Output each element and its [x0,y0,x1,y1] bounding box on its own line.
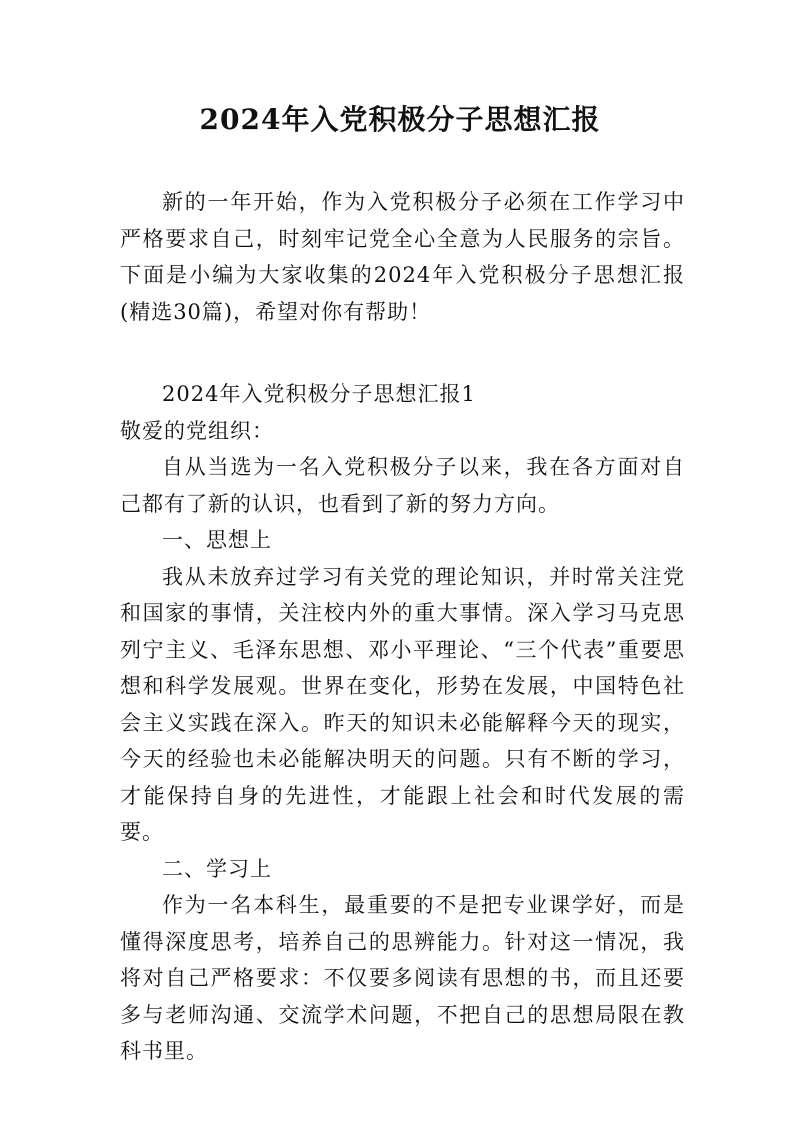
paragraph-3: 作为一名本科生，最重要的不是把专业课学好，而是懂得深度思考，培养自己的思辨能力。针对这一情况，我将对自己严格要求：不仅要多阅读有思想的书，而且还要多与老师沟通、交流学术问题，不把自己的思想局限在教科书里。 [120,893,685,1063]
intro-block [120,184,685,330]
salutation: 敬爱的党组织： [120,418,274,443]
report-section [120,376,685,1070]
report-heading: 2024年入党积极分子思想汇报1 [162,382,476,406]
paragraph-2: 我从未放弃过学习有关党的理论知识，并时常关注党和国家的事情，关注校内外的重大事情。深入学习马克思列宁主义、毛泽东思想、邓小平理论、“三个代表”重要思想和科学发展观。世界在变化，形势在发展，中国特色社会主义实践在深入。昨天的知识未必能解释今天的现实，今天的经验也未必能解决明天的问题。只有不断的学习，才能保持自身的先进性，才能跟上社会和时代发展的需要。 [120,564,685,844]
section-heading-1: 一、思想上 [162,528,272,552]
section-heading-2: 二、学习上 [162,856,272,881]
paragraph-1: 自从当选为一名入党积极分子以来，我在各方面对自己都有了新的认识，也看到了新的努力方向。 [120,455,685,516]
intro-paragraph: 新的一年开始，作为入党积极分子必须在工作学习中严格要求自己，时刻牢记党全心全意为人民服务的宗旨。下面是小编为大家收集的2024年入党积极分子思想汇报(精选30篇)，希望对你有帮助！ [120,190,685,324]
document-title: 2024年入党积极分子思想汇报 [199,103,601,136]
